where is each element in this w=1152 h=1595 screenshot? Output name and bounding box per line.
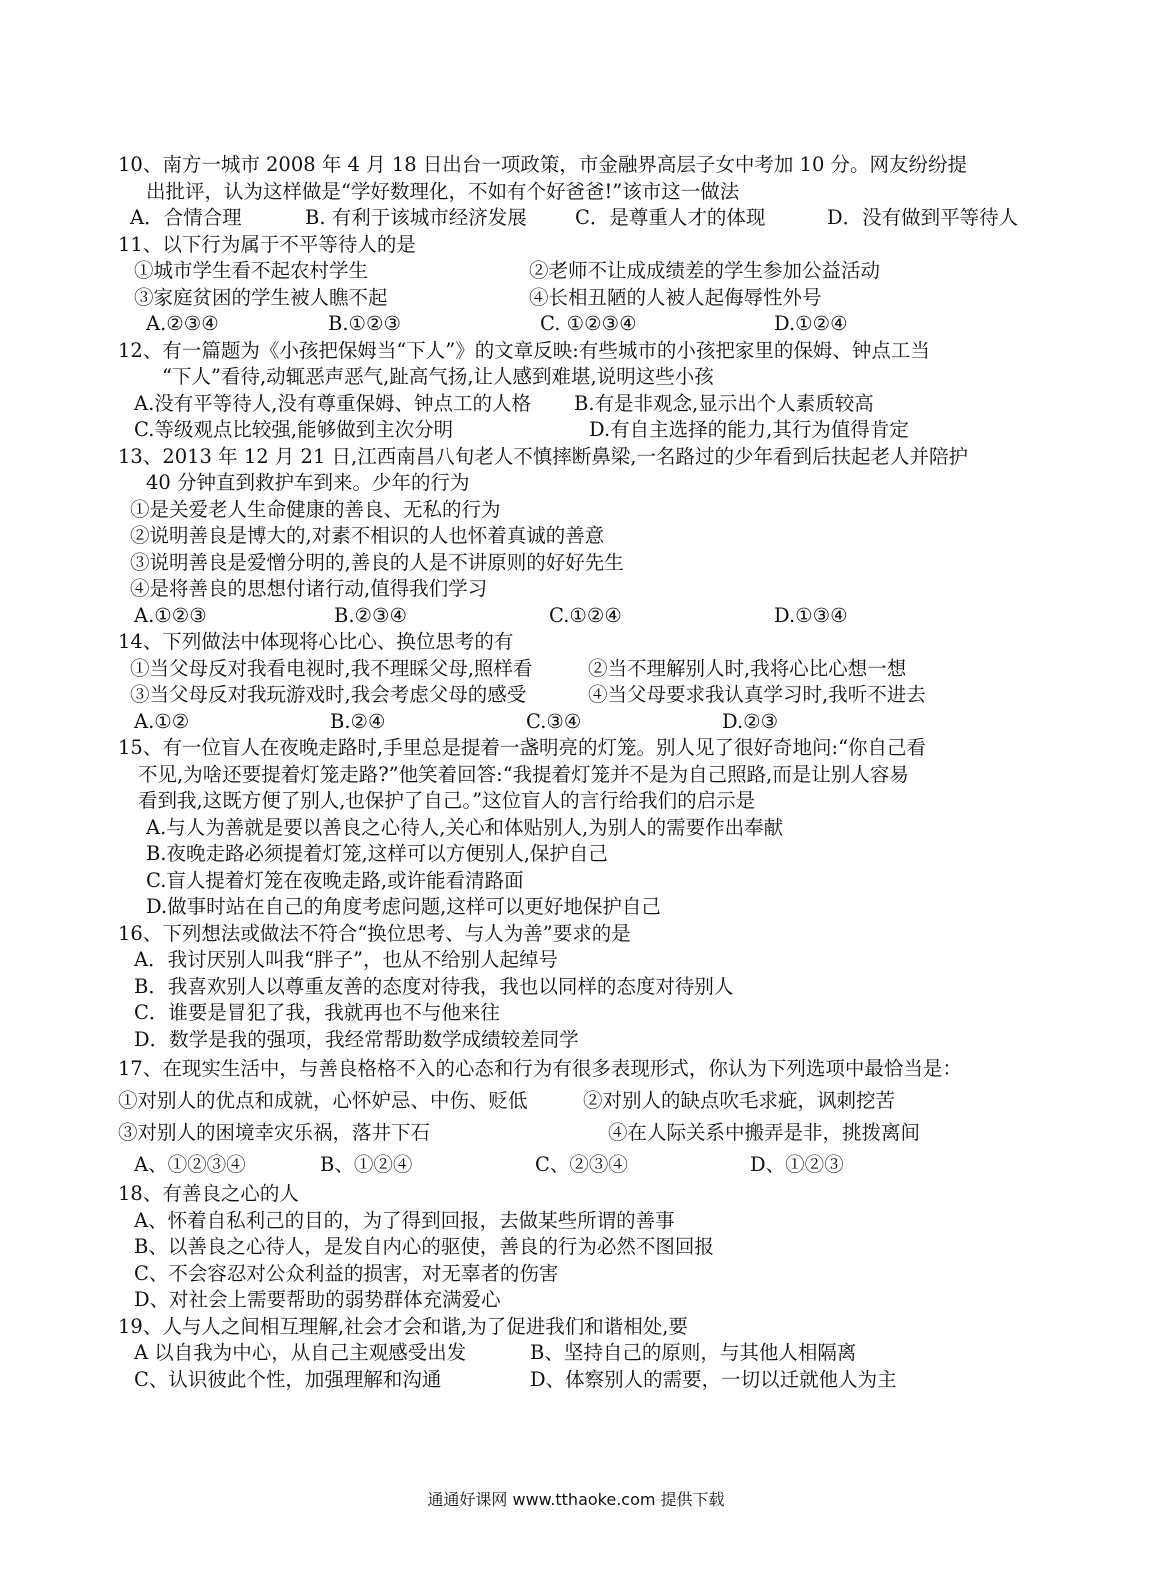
- option-d: D.有自主选择的能力,其行为值得肯定: [589, 418, 909, 441]
- question-stem: 15、有一位盲人在夜晚走路时,手里总是提着一盏明亮的灯笼。别人见了很好奇地问:“你自己看: [118, 736, 927, 759]
- exam-page: [118, 152, 1038, 1393]
- option-a: A 以自我为中心，从自己主观感受出发: [134, 1341, 467, 1364]
- option-d: D.①③④: [774, 603, 848, 627]
- option-d: D.①②④: [774, 312, 848, 335]
- option-b: B、以善良之心待人，是发自内心的驱使，善良的行为必然不图回报: [134, 1235, 714, 1258]
- option-c: C.盲人提着灯笼在夜晚走路,或许能看清路面: [146, 868, 524, 892]
- options-row: [118, 1340, 1038, 1367]
- option-b: B．我喜欢别人以尊重友善的态度对待我，我也以同样的态度对待别人: [134, 974, 734, 998]
- option-c: C．是尊重人才的体现: [575, 206, 766, 229]
- item-1: ①当父母反对我看电视时,我不理睬父母,照样看: [130, 656, 533, 680]
- item-3: ③家庭贫困的学生被人瞧不起: [134, 285, 388, 309]
- question-stem: 19、人与人之间相互理解,社会才会和谐,为了促进我们和谐相处,要: [118, 1314, 688, 1338]
- question-14: [118, 629, 1038, 735]
- option-d: D.做事时站在自己的角度考虑问题,这样可以更好地保护自己: [146, 895, 661, 918]
- option-c: C、②③④: [535, 1153, 628, 1176]
- question-stem: 11、以下行为属于不平等待人的是: [118, 232, 416, 256]
- options-row: [118, 311, 1038, 338]
- item-2: ②老师不让成成绩差的学生参加公益活动: [529, 259, 881, 282]
- question-stem: 13、2013 年 12 月 21 日,江西南昌八旬老人不慎摔断鼻梁,一名路过的少年看到后扶起老人并陪护: [118, 444, 968, 468]
- options-row: [118, 709, 1038, 736]
- question-stem: 14、下列做法中体现将心比心、换位思考的有: [118, 630, 514, 653]
- question-18: [118, 1181, 1038, 1314]
- question-stem: 16、下列想法或做法不符合“换位思考、与人为善”要求的是: [118, 921, 631, 945]
- item-1: ①对别人的优点和成就，心怀妒忌、中伤、贬低: [118, 1089, 528, 1112]
- option-b: B.有是非观念,显示出个人素质较高: [574, 391, 874, 415]
- option-c: C.①②④: [549, 603, 622, 627]
- options-row: [118, 417, 1038, 444]
- item-4: ④是将善良的思想付诸行动,值得我们学习: [130, 577, 488, 600]
- option-a: A.①②③: [134, 603, 207, 627]
- options-row: [118, 603, 1038, 630]
- option-c: C、不会容忍对公众利益的损害，对无辜者的伤害: [134, 1261, 559, 1285]
- item-4: ④在人际关系中搬弄是非，挑拨离间: [608, 1121, 921, 1144]
- item-3: ③说明善良是爱憎分明的,善良的人是不讲原则的好好先生: [130, 550, 624, 574]
- option-c: C. ①②③④: [540, 312, 637, 335]
- question-19: [118, 1314, 1038, 1394]
- option-d: D、对社会上需要帮助的弱势群体充满爱心: [134, 1288, 501, 1311]
- item-3: ③当父母反对我玩游戏时,我会考虑父母的感受: [130, 683, 527, 706]
- option-a: A.与人为善就是要以善良之心待人,关心和体贴别人,为别人的需要作出奉献: [146, 815, 784, 839]
- question-15: [118, 735, 1038, 921]
- option-a: A、①②③④: [134, 1153, 246, 1176]
- question-stem: 12、有一篇题为《小孩把保姆当“下人”》的文章反映:有些城市的小孩把家里的保姆、钟点工当: [118, 338, 930, 362]
- option-a: A.②③④: [146, 312, 219, 335]
- question-stem: 10、南方一城市 2008 年 4 月 18 日出台一项政策，市金融界高层子女中考加 10 分。网友纷纷提: [118, 153, 968, 176]
- item-3: ③对别人的困境幸灾乐祸，落井下石: [118, 1121, 431, 1144]
- item-1: ①城市学生看不起农村学生: [134, 259, 369, 282]
- options-row: [118, 391, 1038, 418]
- question-stem-cont: 40 分钟直到救护车到来。少年的行为: [146, 471, 470, 494]
- question-stem-cont: 不见,为啥还要提着灯笼走路?”他笑着回答:“我提着灯笼并不是为自己照路,而是让别人容易: [138, 762, 909, 786]
- item-2: ②说明善良是博大的,对素不相识的人也怀着真诚的善意: [130, 524, 605, 547]
- question-stem: 18、有善良之心的人: [118, 1182, 299, 1205]
- option-d: D.②③: [722, 709, 779, 733]
- option-d: D、体察别人的需要，一切以迁就他人为主: [530, 1367, 897, 1391]
- question-11: [118, 232, 1038, 338]
- items-row: [118, 1117, 1038, 1149]
- items-row: [118, 285, 1038, 312]
- option-b: B.②④: [330, 709, 386, 733]
- option-b: B.①②③: [328, 312, 401, 335]
- question-10: [118, 152, 1038, 232]
- item-1: ①是关爱老人生命健康的善良、无私的行为: [130, 497, 501, 521]
- item-4: ④当父母要求我认真学习时,我听不进去: [588, 683, 926, 706]
- question-17: [118, 1053, 1038, 1181]
- option-d: D．没有做到平等待人: [827, 206, 1019, 229]
- option-b: B.夜晚走路必须提着灯笼,这样可以方便别人,保护自己: [146, 842, 608, 865]
- option-b: B、①②④: [320, 1153, 413, 1176]
- option-b: B. 有利于该城市经济发展: [305, 206, 527, 229]
- option-a: A、怀着自私利己的目的，为了得到回报，去做某些所谓的善事: [134, 1208, 675, 1232]
- option-c: C、认识彼此个性，加强理解和沟通: [134, 1367, 442, 1391]
- option-c: C．谁要是冒犯了我，我就再也不与他来往: [134, 1001, 500, 1024]
- option-a: A．合情合理: [130, 206, 242, 229]
- options-row: [118, 1367, 1038, 1394]
- option-d: D、①②③: [750, 1153, 844, 1176]
- items-row: [118, 656, 1038, 683]
- question-stem-cont: 出批评，认为这样做是“学好数理化，不如有个好爸爸!”该市这一做法: [146, 179, 740, 203]
- option-a: A.①②: [134, 709, 190, 733]
- items-row: [118, 1085, 1038, 1117]
- option-c: C.③④: [526, 709, 582, 733]
- items-row: [118, 258, 1038, 285]
- question-13: [118, 444, 1038, 630]
- item-2: ②对别人的缺点吹毛求疵，讽刺挖苦: [583, 1089, 896, 1112]
- options-row: [118, 1149, 1038, 1181]
- options-row: [118, 205, 1038, 232]
- item-2: ②当不理解别人时,我将心比心想一想: [588, 656, 907, 680]
- items-row: [118, 682, 1038, 709]
- question-16: [118, 921, 1038, 1054]
- item-4: ④长相丑陋的人被人起侮辱性外号: [529, 285, 822, 309]
- question-stem-cont: 看到我,这既方便了别人,也保护了自己。”这位盲人的言行给我们的启示是: [138, 789, 756, 812]
- option-b: B.②③④: [334, 603, 407, 627]
- page-footer: 通通好课网 www.tthaoke.com 提供下载: [427, 1490, 725, 1509]
- question-stem: 17、在现实生活中，与善良格格不入的心态和行为有很多表现形式，你认为下列选项中最恰当是：: [118, 1057, 962, 1080]
- option-c: C.等级观点比较强,能够做到主次分明: [134, 418, 454, 441]
- option-a: A.没有平等待人,没有尊重保姆、钟点工的人格: [134, 391, 531, 415]
- option-d: D．数学是我的强项，我经常帮助数学成绩较差同学: [134, 1027, 579, 1051]
- question-stem-cont: “下人”看待,动辄恶声恶气,趾高气扬,让人感到难堪,说明这些小孩: [162, 365, 714, 388]
- option-a: A．我讨厌别人叫我“胖子”，也从不给别人起绰号: [134, 948, 559, 971]
- question-12: [118, 338, 1038, 444]
- option-b: B、坚持自己的原则，与其他人相隔离: [530, 1341, 857, 1364]
